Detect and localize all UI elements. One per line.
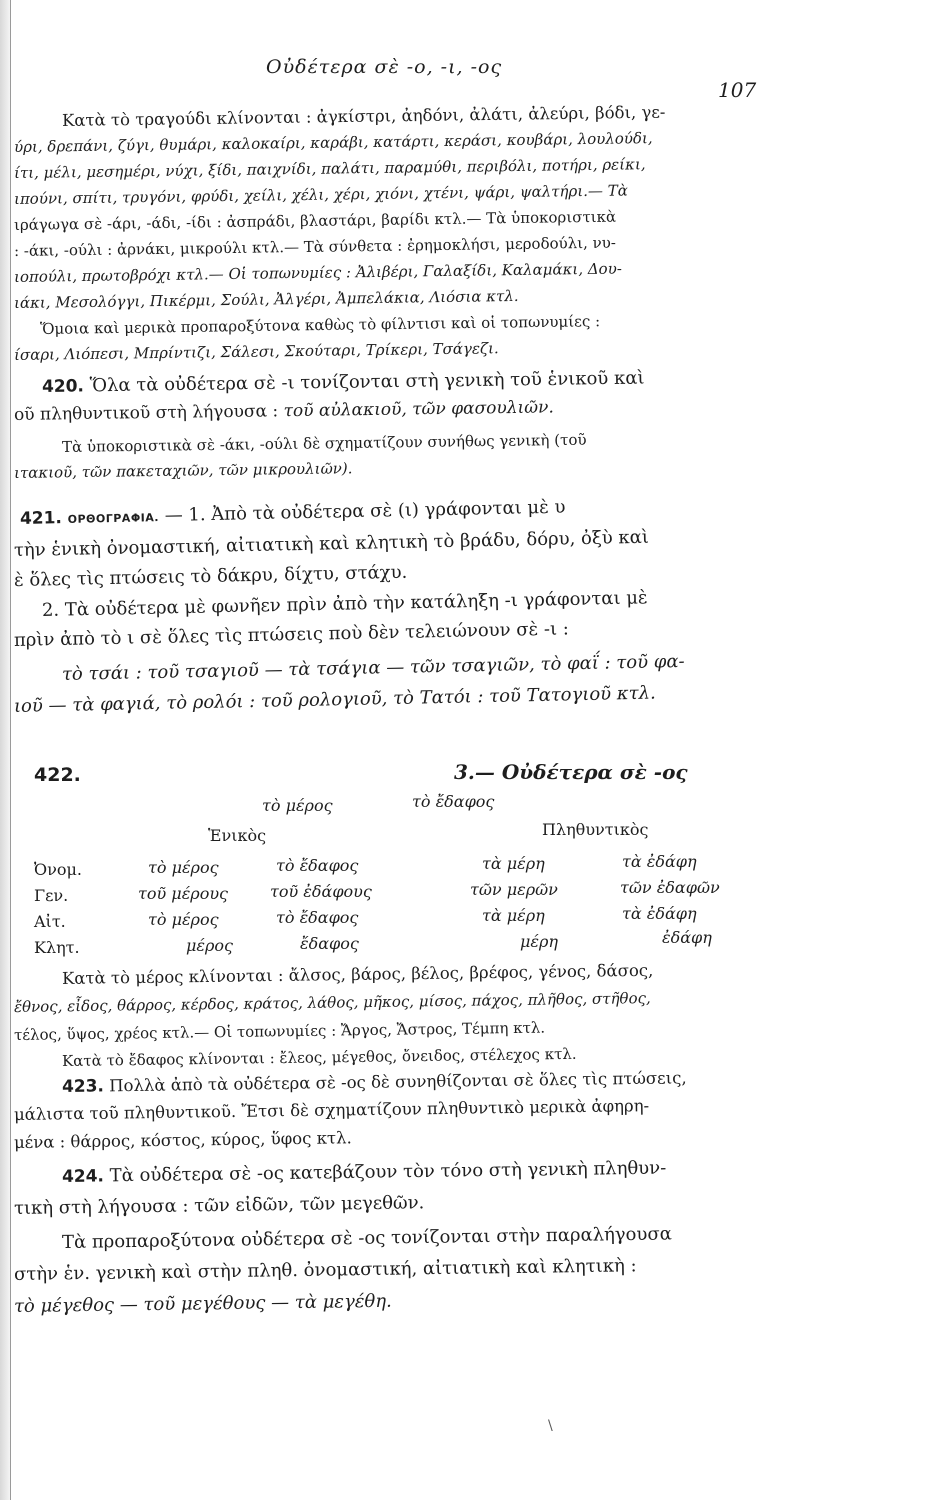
section-423-text: Πολλὰ ἀπὸ τὰ οὐδέτερα σὲ -ος δὲ συνηθίζονται σὲ ὅλες τὶς πτώσεις,	[109, 1068, 687, 1096]
text-line: ὲ ὅλες τὶς πτώσεις τὸ δάκρυ, δίχτυ, στάχυ.	[13, 561, 408, 591]
table-cell: τοῦ ἐδάφους	[270, 882, 372, 901]
table-cell: ἔδαφος	[300, 934, 359, 953]
model-word: τὸ μέρος	[262, 796, 333, 815]
text-line: Ὅμοια καὶ μερικὰ προπαροξύτονα καθὼς τὸ φίλντισι καὶ οἱ τοπωνυμίες :	[39, 312, 601, 338]
text-line: : -άκι, -ούλι : ἀρνάκι, μικρούλι κτλ.— Τὰ σύνθετα : ἐρημοκλήσι, μεροδούλι, νυ-	[13, 233, 617, 260]
text-line: πρὶν ἀπὸ τὸ ι σὲ ὅλες τὶς πτώσεις ποὺ δὲν τελειώνουν σὲ -ι :	[13, 618, 570, 651]
text-line: τικὴ στὴ λήγουσα : τῶν εἰδῶν, τῶν μεγεθῶν.	[13, 1192, 425, 1219]
singular-label: Ἑνικὸς	[208, 826, 267, 845]
text-line: 2. Τὰ οὐδέτερα μὲ φωνῆεν πρὶν ἀπὸ τὴν κατάληξη -ι γράφονται μὲ	[41, 587, 648, 621]
text-line: Κατὰ τὸ ἔδαφος κλίνονται : ἔλεος, μέγεθος, ὄνειδος, στέλεχος κτλ.	[61, 1044, 577, 1070]
text-line: μένα : θάρρος, κόστος, κύρος, ὕφος κτλ.	[13, 1128, 352, 1152]
text-line: στὴν ἑν. γενικὴ καὶ στὴν πληθ. ὀνομαστική, αἰτιατικὴ καὶ κλητικὴ :	[13, 1255, 637, 1285]
text-line: ιοπούλι, πρωτοβρόχι κτλ.— Οἱ τοπωνυμίες : Ἀλιβέρι, Γαλαξίδι, Καλαμάκι, Δου-	[13, 259, 622, 286]
section-heading: 3.— Οὐδέτερα σὲ -ος	[454, 760, 688, 784]
table-cell: τὰ ἐδάφη	[622, 852, 697, 871]
text-line: ύρι, δρεπάνι, ζύγι, θυμάρι, καλοκαίρι, καράβι, κατάρτι, κεράσι, κουβάρι, λουλούδι,	[13, 129, 653, 156]
page-number: 107	[718, 78, 757, 102]
section-number: 420.	[41, 376, 85, 397]
table-cell: τὸ ἔδαφος	[276, 908, 359, 927]
text-line: τέλος, ὕψος, χρέος κτλ.— Οἱ τοπωνυμίες : Ἄργος, Ἄστρος, Τέμπη κτλ.	[13, 1018, 546, 1044]
text-line: τὸ τσάι : τοῦ τσαγιοῦ — τὰ τσάγια — τῶν τσαγιῶν, τὸ φαΐ : τοῦ φα-	[61, 650, 685, 685]
text-line: ιοῦ — τὰ φαγιά, τὸ ρολόι : τοῦ ρολογιοῦ, τὸ Τατόι : τοῦ Τατογιοῦ κτλ.	[13, 682, 656, 717]
section-number: 423.	[61, 1076, 105, 1097]
table-cell: τῶν μερῶν	[470, 880, 558, 899]
case-label: Κλητ.	[34, 938, 80, 957]
model-word: τὸ ἔδαφος	[412, 792, 495, 811]
section-424-text: Τὰ οὐδέτερα σὲ -ος κατεβάζουν τὸν τόνο στὴ γενικὴ πληθυν-	[109, 1157, 667, 1187]
table-cell: τῶν ἐδαφῶν	[620, 878, 720, 897]
section-423-line	[62, 1067, 687, 1098]
text-line: Κατὰ τὸ τραγούδι κλίνονται : ἀγκίστρι, ἀηδόνι, ἀλάτι, ἀλεύρι, βόδι, γε-	[61, 102, 666, 130]
binding-edge	[0, 0, 11, 1500]
text-line: ιάκι, Μεσολόγγι, Πικέρμι, Σούλι, Ἀλγέρι, Ἀμπελάκια, Λιόσια κτλ.	[13, 286, 519, 312]
text-line: ιτακιοῦ, τῶν πακεταχιῶν, τῶν μικρουλιῶν).	[13, 459, 353, 482]
case-label: Γεν.	[34, 886, 69, 905]
section-420-line2	[14, 396, 554, 426]
text-line: ιράγωγα σὲ -άρι, -άδι, -ίδι : ἀσπράδι, βλαστάρι, βαρίδι κτλ.— Τὰ ὑποκοριστικὰ	[13, 207, 617, 234]
text-line: Τὰ ὑποκοριστικὰ σὲ -άκι, -ούλι δὲ σχηματίζουν συνήθως γενικὴ (τοῦ	[61, 430, 587, 456]
section-420-text: Ὅλα τὰ οὐδέτερα σὲ -ι τονίζονται στὴ γενικὴ τοῦ ἑνικοῦ καὶ	[89, 367, 645, 397]
text-line: Κατὰ τὸ μέρος κλίνονται : ἄλσος, βάρος, βέλος, βρέφος, γένος, δάσος,	[61, 960, 654, 988]
text-line: ίσαρι, Λιόπεσι, Μπρίντιζι, Σάλεσι, Σκούταρι, Τρίκερι, Τσάγεζι.	[13, 339, 499, 364]
section-420-examples: τοῦ αὐλακιοῦ, τῶν φασουλιῶν.	[283, 397, 554, 422]
case-label: Αἰτ.	[34, 912, 66, 931]
section-420-text: οῦ πληθυντικοῦ στὴ λήγουσα :	[13, 401, 279, 425]
section-420-line	[42, 368, 645, 398]
section-number: 421.	[19, 508, 63, 529]
text-line: μάλιστα τοῦ πληθυντικοῦ. Ἔτσι δὲ σχηματίζουν πληθυντικὸ μερικὰ ἀφηρη-	[13, 1096, 650, 1124]
stray-mark: \	[548, 1418, 553, 1434]
table-cell: τοῦ μέρους	[138, 884, 229, 903]
section-number: 424.	[61, 1166, 105, 1187]
table-cell: μέρη	[520, 932, 558, 951]
table-cell: τὸ ἔδαφος	[276, 856, 359, 875]
text-line: τὴν ἑνικὴ ὀνομαστική, αἰτιατικὴ καὶ κλητικὴ τὸ βράδυ, δόρυ, ὀξὺ καὶ	[13, 526, 650, 561]
case-label: Ὀνομ.	[34, 860, 82, 879]
plural-label: Πληθυντικὸς	[542, 820, 649, 839]
text-line: Τὰ προπαροξύτονα οὐδέτερα σὲ -ος τονίζονται στὴν παραλήγουσα	[61, 1223, 672, 1253]
table-cell: τὸ μέρος	[148, 858, 219, 877]
table-cell: τὰ μέρη	[482, 854, 545, 873]
text-line: ίτι, μέλι, μεσημέρι, νύχι, ξίδι, παιχνίδι, παλάτι, παραμύθι, περιβόλι, ποτήρι, ρείκι,	[13, 155, 646, 182]
text-line: τὸ μέγεθος — τοῦ μεγέθους — τὰ μεγέθη.	[13, 1290, 392, 1317]
table-cell: μέρος	[186, 936, 233, 955]
section-424-line	[62, 1158, 667, 1188]
section-421-line	[20, 497, 566, 532]
section-number: 422.	[34, 764, 81, 786]
table-cell: τὸ μέρος	[148, 910, 219, 929]
table-cell: τὰ ἐδάφη	[622, 904, 697, 923]
table-cell: ἐδάφη	[662, 928, 712, 947]
running-title: Οὐδέτερα σὲ -ο, -ι, -ος	[266, 56, 503, 78]
section-421-text: — 1. Ἀπὸ τὰ οὐδέτερα σὲ (ι) γράφονται μὲ υ	[164, 496, 566, 526]
table-cell: τὰ μέρη	[482, 906, 545, 925]
section-label: ΟΡΘΟΓΡΑΦΙΑ.	[67, 511, 160, 526]
text-line: ιπούνι, σπίτι, τρυγόνι, φρύδι, χείλι, χέλι, χέρι, χιόνι, χτένι, ψάρι, ψαλτήρι.— Τὰ	[13, 181, 628, 208]
text-line: ἔθνος, εἶδος, θάρρος, κέρδος, κράτος, λάθος, μῆκος, μίσος, πάχος, πλῆθος, στῆθος,	[13, 989, 651, 1016]
